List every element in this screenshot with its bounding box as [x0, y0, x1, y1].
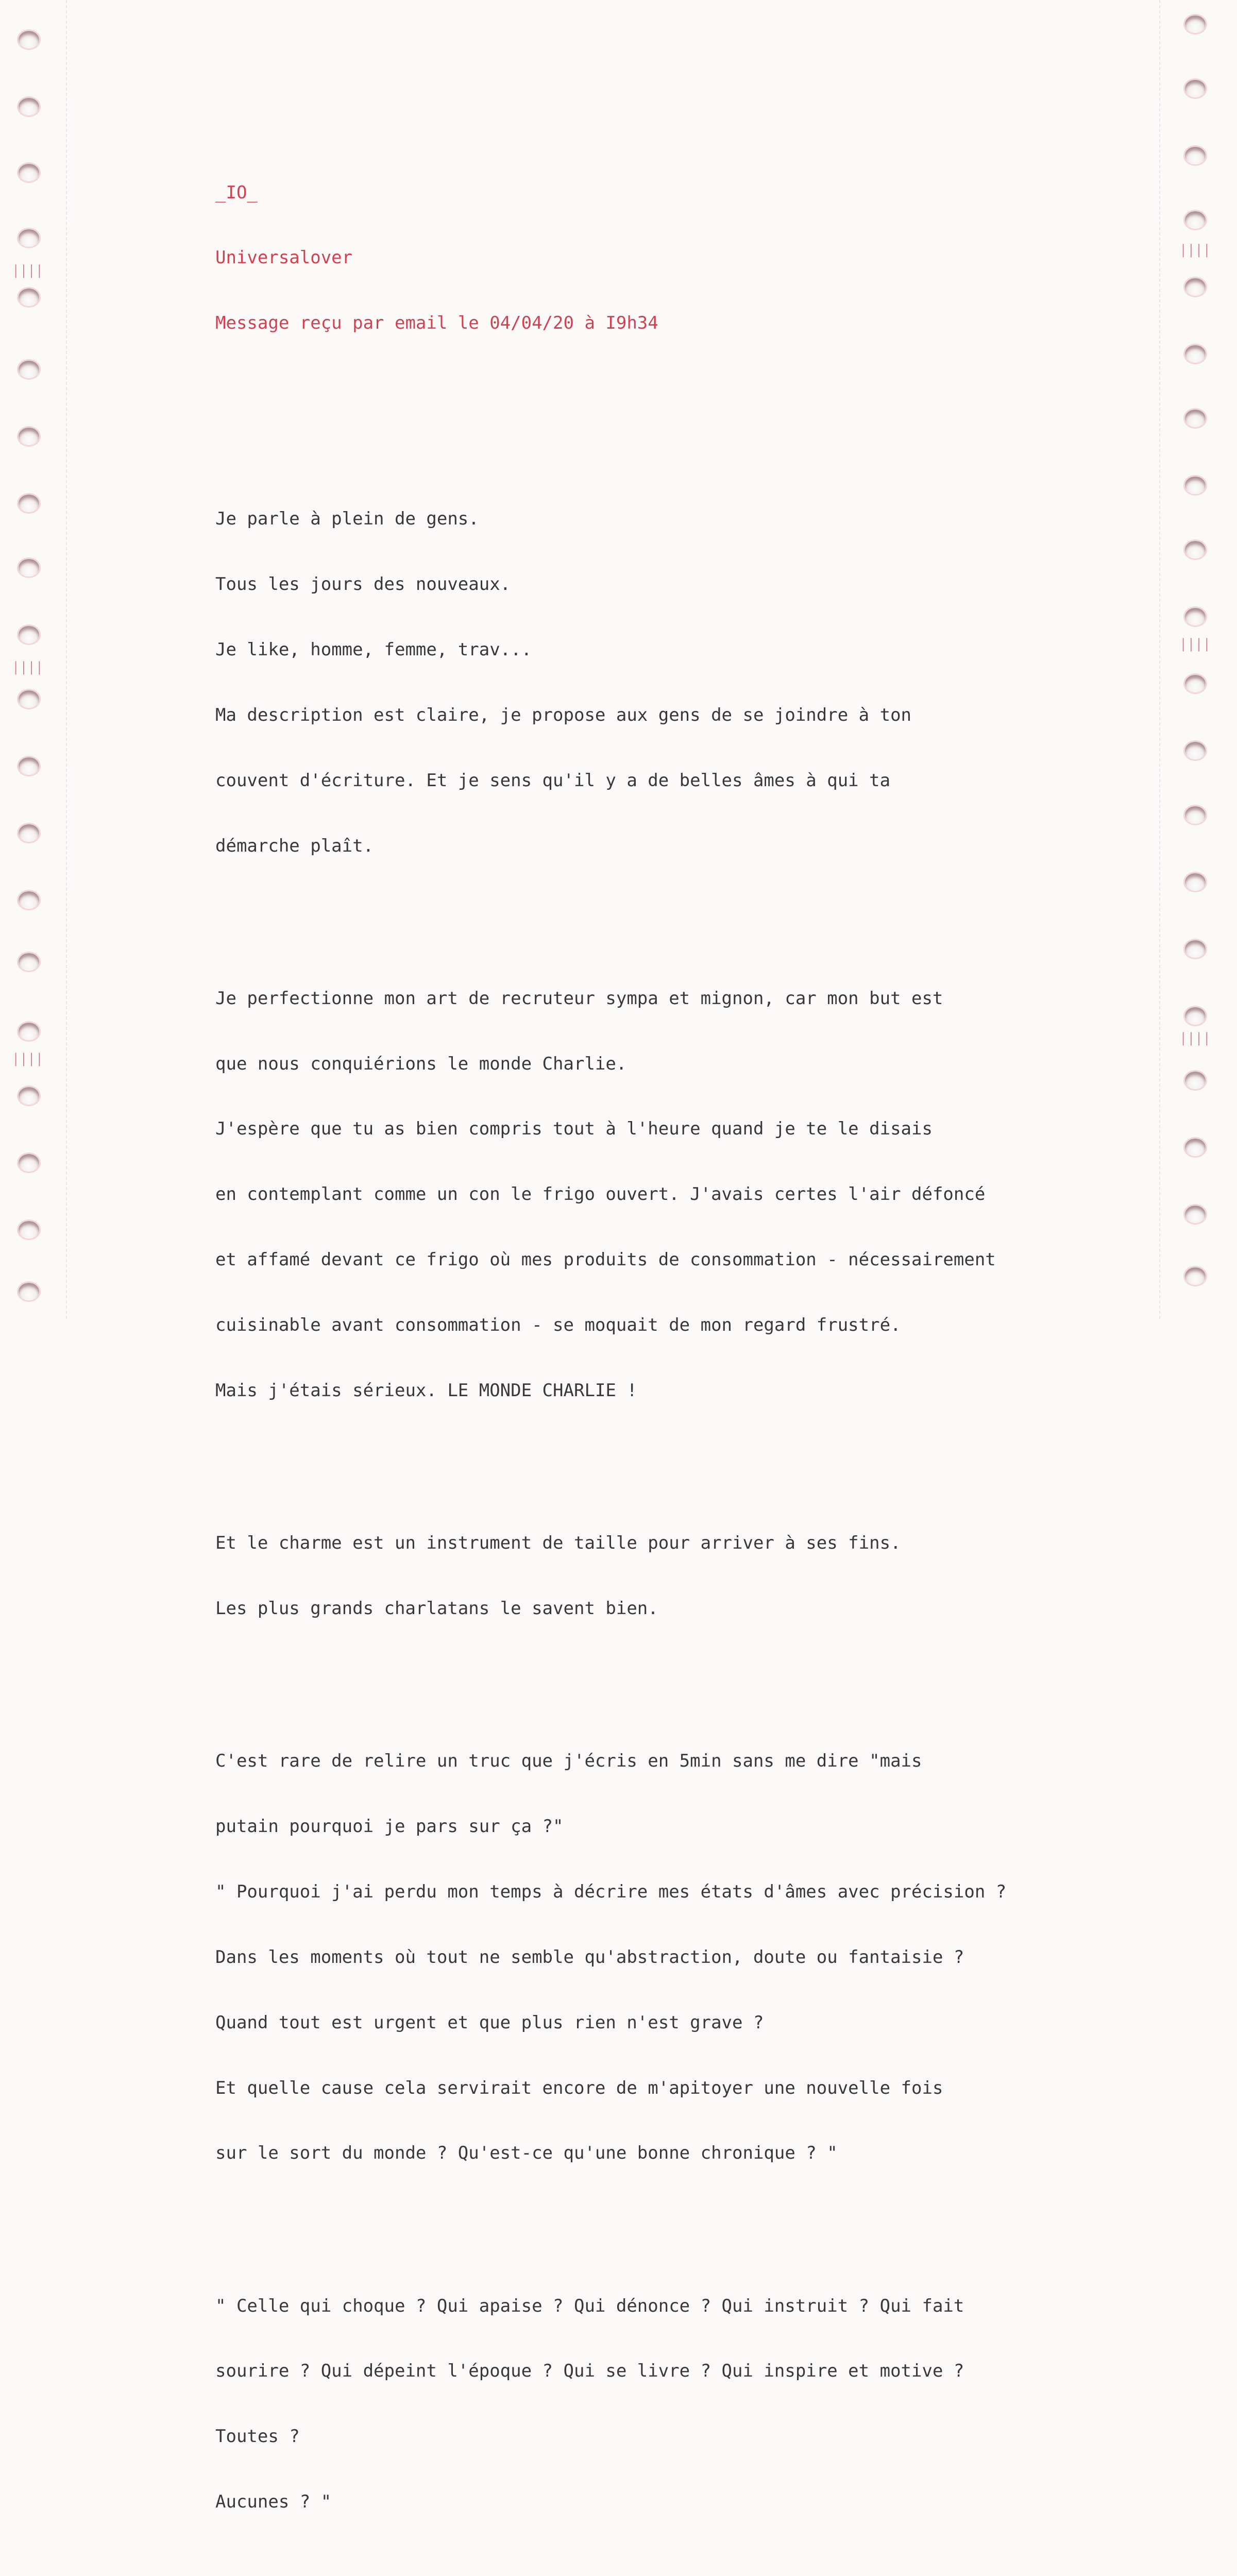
- perforation-mark: ││││: [1180, 1033, 1211, 1046]
- perforation-mark: ││││: [12, 265, 44, 278]
- feed-hole: [1185, 873, 1206, 891]
- body-line: sourire ? Qui dépeint l'époque ? Qui se livre ? Qui inspire et motive ?: [215, 2361, 964, 2382]
- body-line: Et le charme est un instrument de taille pour arriver à ses fins.: [215, 1533, 901, 1554]
- feed-hole: [19, 1283, 39, 1300]
- feed-hole: [1185, 1007, 1206, 1025]
- feed-hole: [1185, 1072, 1206, 1089]
- feed-hole: [19, 31, 39, 48]
- feed-hole: [1185, 940, 1206, 958]
- feed-hole: [19, 361, 39, 378]
- feed-hole: [1185, 477, 1206, 494]
- feed-hole: [19, 953, 39, 971]
- body-line: Les plus grands charlatans le savent bien.: [215, 1598, 658, 1619]
- feed-hole: [19, 690, 39, 708]
- feed-hole: [19, 626, 39, 643]
- feed-hole: [19, 229, 39, 247]
- body-line: C'est rare de relire un truc que j'écris en 5min sans me dire "mais: [215, 1751, 922, 1772]
- right-tractor-strip: [1159, 0, 1226, 1319]
- feed-hole: [19, 824, 39, 842]
- feed-hole: [1185, 211, 1206, 229]
- perforation-mark: ││││: [1180, 245, 1211, 258]
- body-line: et affamé devant ce frigo où mes produits de consommation - nécessairement: [215, 1249, 996, 1270]
- feed-hole: [19, 559, 39, 577]
- body-line: Je like, homme, femme, trav...: [215, 639, 532, 660]
- feed-hole: [1185, 806, 1206, 824]
- feed-hole: [19, 164, 39, 181]
- body-line: " Pourquoi j'ai perdu mon temps à décrire mes états d'âmes avec précision ?: [215, 1881, 1007, 1902]
- right-perforation: [1159, 0, 1160, 1319]
- feed-hole: [19, 98, 39, 115]
- sender-name: Universalover: [215, 247, 353, 268]
- feed-hole: [19, 428, 39, 445]
- perforation-mark: ││││: [1180, 639, 1211, 652]
- left-perforation: [66, 0, 67, 1319]
- body-line: putain pourquoi je pars sur ça ?": [215, 1816, 564, 1837]
- body-line: Quand tout est urgent et que plus rien n'est grave ?: [215, 2012, 764, 2033]
- left-tractor-strip: [0, 0, 67, 1319]
- perforation-mark: ││││: [12, 1054, 44, 1066]
- feed-hole: [1185, 541, 1206, 558]
- body-line: en contemplant comme un con le frigo ouvert. J'avais certes l'air défoncé: [215, 1184, 986, 1205]
- body-line: Tous les jours des nouveaux.: [215, 574, 511, 595]
- body-line: Toutes ?: [215, 2426, 300, 2447]
- body-line: cuisinable avant consommation - se moquait de mon regard frustré.: [215, 1315, 901, 1336]
- body-line: Dans les moments où tout ne semble qu'abstraction, doute ou fantaisie ?: [215, 1946, 964, 1968]
- feed-hole: [19, 1221, 39, 1239]
- body-line: J'espère que tu as bien compris tout à l'heure quand je te le disais: [215, 1118, 933, 1140]
- feed-hole: [1185, 742, 1206, 759]
- feed-hole: [19, 1023, 39, 1040]
- body-line: Et quelle cause cela servirait encore de m'apitoyer une nouvelle fois: [215, 2077, 943, 2098]
- page-number: _IO_: [215, 182, 258, 203]
- feed-hole: [19, 495, 39, 512]
- feed-hole: [1185, 278, 1206, 296]
- body-line: démarche plaît.: [215, 835, 374, 856]
- feed-hole: [1185, 147, 1206, 164]
- received-date: Message reçu par email le 04/04/20 à I9h34: [215, 313, 658, 334]
- body-line: couvent d'écriture. Et je sens qu'il y a de belles âmes à qui ta: [215, 770, 891, 791]
- feed-hole: [19, 1087, 39, 1105]
- feed-hole: [1185, 1206, 1206, 1223]
- feed-hole: [1185, 80, 1206, 97]
- feed-hole: [1185, 410, 1206, 427]
- feed-hole: [1185, 15, 1206, 33]
- body-line: " Celle qui choque ? Qui apaise ? Qui dénonce ? Qui instruit ? Qui fait: [215, 2295, 964, 2316]
- feed-hole: [1185, 1267, 1206, 1285]
- feed-hole: [19, 757, 39, 775]
- typed-letter: [215, 138, 1050, 2576]
- feed-hole: [1185, 608, 1206, 625]
- feed-hole: [19, 891, 39, 909]
- feed-hole: [1185, 1139, 1206, 1156]
- feed-hole: [1185, 675, 1206, 692]
- body-line: Ma description est claire, je propose aux gens de se joindre à ton: [215, 704, 912, 725]
- body-line: Mais j'étais sérieux. LE MONDE CHARLIE !: [215, 1380, 637, 1401]
- feed-hole: [1185, 345, 1206, 363]
- feed-hole: [19, 1154, 39, 1172]
- body-line: Je parle à plein de gens.: [215, 509, 479, 530]
- body-line: sur le sort du monde ? Qu'est-ce qu'une bonne chronique ? ": [215, 2143, 838, 2164]
- body-line: Aucunes ? ": [215, 2492, 332, 2513]
- body-line: Je perfectionne mon art de recruteur sympa et mignon, car mon but est: [215, 988, 943, 1009]
- body-line: que nous conquiérions le monde Charlie.: [215, 1053, 627, 1074]
- feed-hole: [19, 289, 39, 306]
- perforation-mark: ││││: [12, 662, 44, 675]
